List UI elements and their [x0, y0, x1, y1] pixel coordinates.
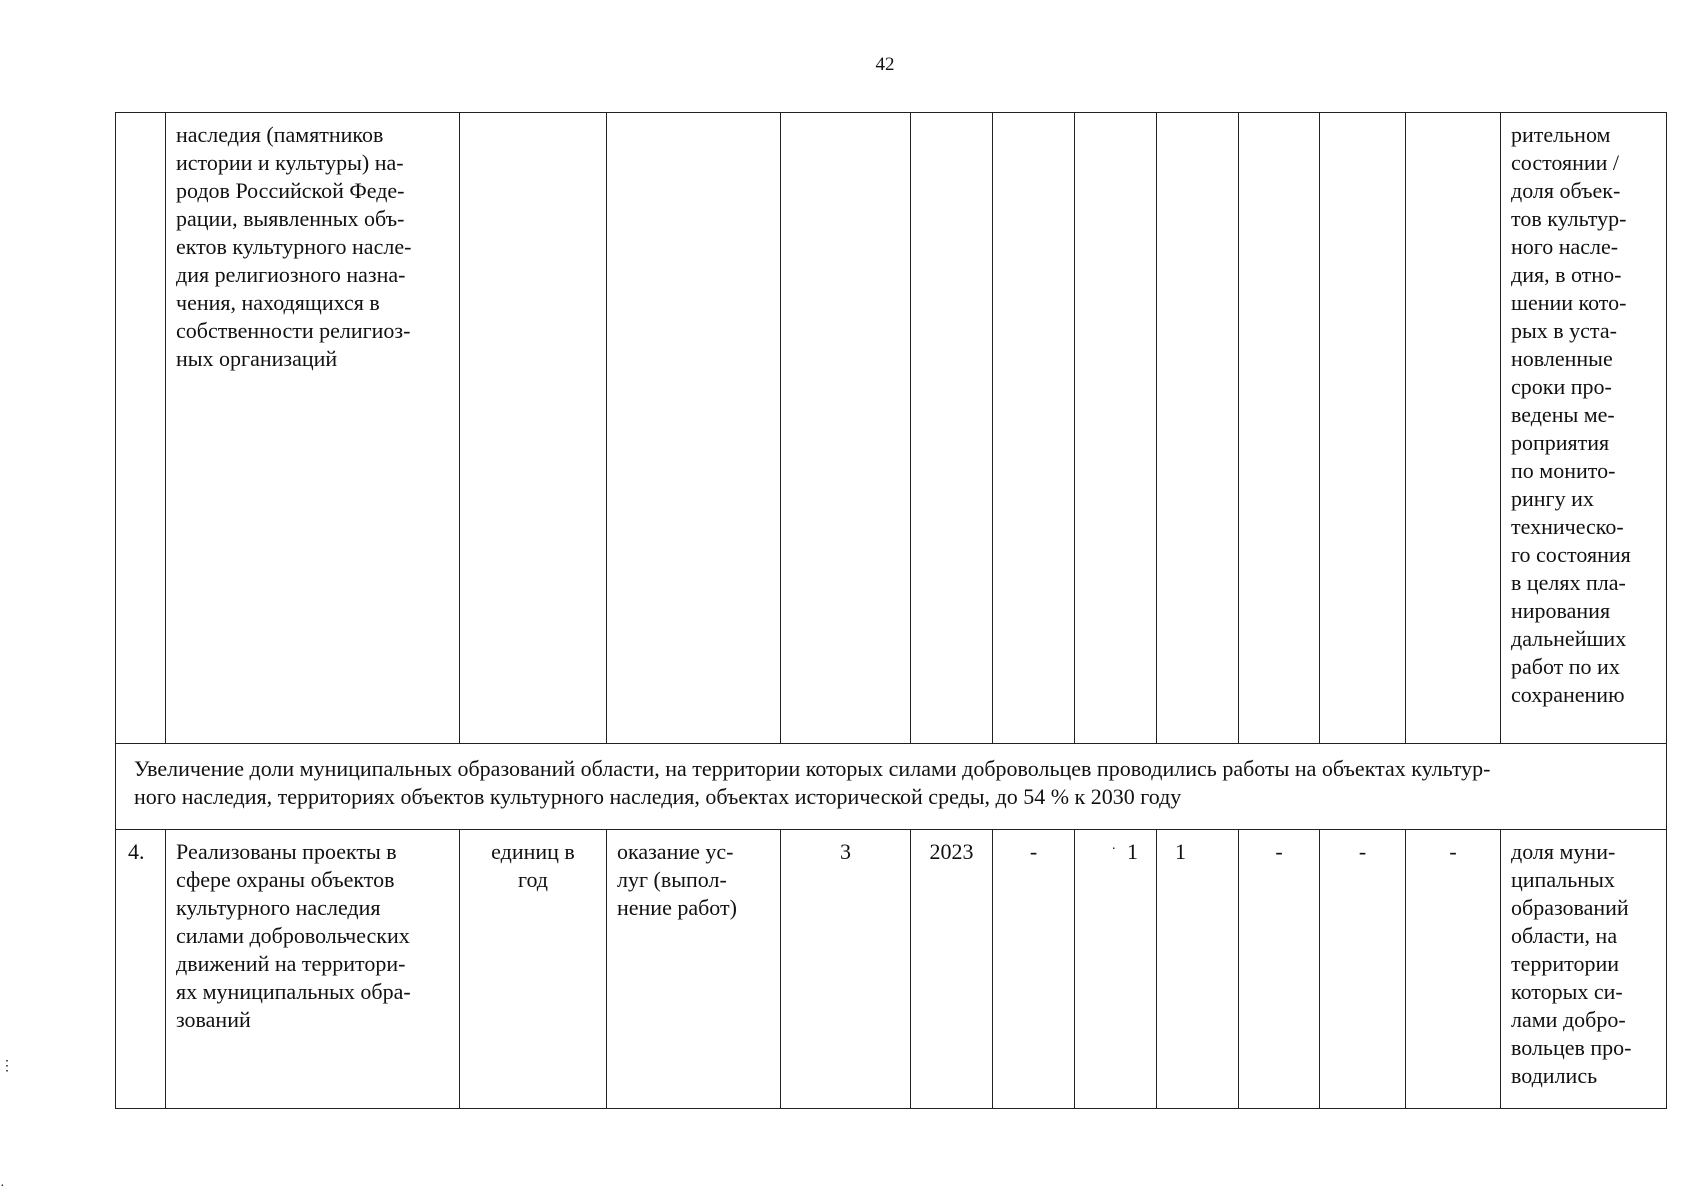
cell-base-year	[911, 113, 993, 744]
text-line: работ по их	[1511, 654, 1620, 679]
text-line: техническо-	[1511, 514, 1624, 539]
table-row-continued	[116, 113, 1667, 744]
cell-year-value: -	[1320, 830, 1406, 1109]
table-row	[116, 830, 1667, 1109]
text-line: силами добровольческих	[176, 923, 410, 948]
cell-year-value	[1075, 113, 1157, 744]
cell-year-value	[1239, 113, 1320, 744]
text-line: культурного наследия	[176, 895, 381, 920]
cell-year-value: 1	[1157, 830, 1239, 1109]
text-line: нение работ)	[617, 895, 737, 920]
text-line: водились	[1511, 1063, 1598, 1088]
text-line: наследия (памятников	[176, 122, 384, 147]
cell-year-value: -	[1406, 830, 1501, 1109]
text-line: роприятия	[1511, 430, 1610, 455]
indicators-table	[115, 112, 1667, 1109]
text-line: доля объек-	[1511, 178, 1621, 203]
text-line: ципальных	[1511, 867, 1615, 892]
text-line: зований	[176, 1007, 251, 1032]
cell-num	[116, 113, 166, 744]
text-line: по монито-	[1511, 458, 1616, 483]
text-line: шении кото-	[1511, 290, 1627, 315]
text-line: собственности религиоз-	[176, 318, 411, 343]
text-line: сохранению	[1511, 682, 1625, 707]
text-line: ведены ме-	[1511, 402, 1615, 427]
text-line: луг (выпол-	[617, 867, 727, 892]
cell-year-value: 1	[1075, 830, 1157, 1109]
cell-unit	[460, 830, 607, 1109]
cell-type	[607, 113, 781, 744]
text-line: дия, в отно-	[1511, 262, 1622, 287]
text-line: доля муни-	[1511, 839, 1616, 864]
text-line: рительном	[1511, 122, 1611, 147]
cell-indicator-name	[166, 113, 460, 744]
text-line: области, на	[1511, 923, 1618, 948]
cell-year-value	[1406, 113, 1501, 744]
text-line: ного наследия, территориях объектов культурного наследия, объектах исторической среды, до 54 % к 2030 году	[134, 784, 1182, 809]
text-line: ных организаций	[176, 346, 338, 371]
cell-year-value: -	[1239, 830, 1320, 1109]
cell-base-year: 2023	[911, 830, 993, 1109]
text-line: Увеличение доли муниципальных образований области, на территории которых силами добровольцев проводились работы на объектах культур-	[134, 756, 1491, 781]
text-line: дальнейших	[1511, 626, 1627, 651]
text-line: сроки про-	[1511, 374, 1612, 399]
table-section-row	[116, 744, 1667, 830]
cell-year-value	[1320, 113, 1406, 744]
scan-dot: .	[1112, 838, 1116, 853]
text-line: тов культур-	[1511, 206, 1627, 231]
cell-year-value	[1157, 113, 1239, 744]
text-line: состоянии /	[1511, 150, 1620, 175]
text-line: ектов культурного насле-	[176, 234, 412, 259]
text-line: ях муниципальных обра-	[176, 979, 411, 1004]
text-line: образований	[1511, 895, 1629, 920]
text-line: движений на территори-	[176, 951, 406, 976]
cell-type	[607, 830, 781, 1109]
text-line: го состояния	[1511, 542, 1631, 567]
text-line: родов Российской Феде-	[176, 178, 405, 203]
cell-link	[1501, 830, 1667, 1109]
text-line: истории и культуры) на-	[176, 150, 404, 175]
text-line: в целях пла-	[1511, 570, 1626, 595]
text-line: рых в уста-	[1511, 318, 1617, 343]
text-line: сфере охраны объектов	[176, 867, 395, 892]
cell-base-value: 3	[781, 830, 911, 1109]
section-heading	[116, 744, 1667, 830]
page-number: 42	[875, 54, 895, 75]
margin-mark: ·	[0, 1179, 5, 1194]
text-line: оказание ус-	[617, 839, 734, 864]
text-line: чения, находящихся в	[176, 290, 380, 315]
cell-indicator-name	[166, 830, 460, 1109]
text-line: единиц в	[491, 839, 575, 864]
cell-base-value	[781, 113, 911, 744]
text-line: нирования	[1511, 598, 1611, 623]
cell-year-value: -	[993, 830, 1075, 1109]
text-line: лами добро-	[1511, 1007, 1626, 1032]
cell-link	[1501, 113, 1667, 744]
margin-mark: ⋮	[0, 1059, 14, 1074]
text-line: год	[517, 867, 549, 892]
text-line: рингу их	[1511, 486, 1594, 511]
text-line: ного насле-	[1511, 234, 1619, 259]
text-line: Реализованы проекты в	[176, 839, 397, 864]
text-line: новленные	[1511, 346, 1613, 371]
text-line: вольцев про-	[1511, 1035, 1632, 1060]
text-line: рации, выявленных объ-	[176, 206, 405, 231]
text-line: территории	[1511, 951, 1620, 976]
text-line: дия религиозного назна-	[176, 262, 406, 287]
text-line: которых си-	[1511, 979, 1623, 1004]
cell-num: 4.	[116, 830, 166, 1109]
cell-year-value	[993, 113, 1075, 744]
cell-unit	[460, 113, 607, 744]
